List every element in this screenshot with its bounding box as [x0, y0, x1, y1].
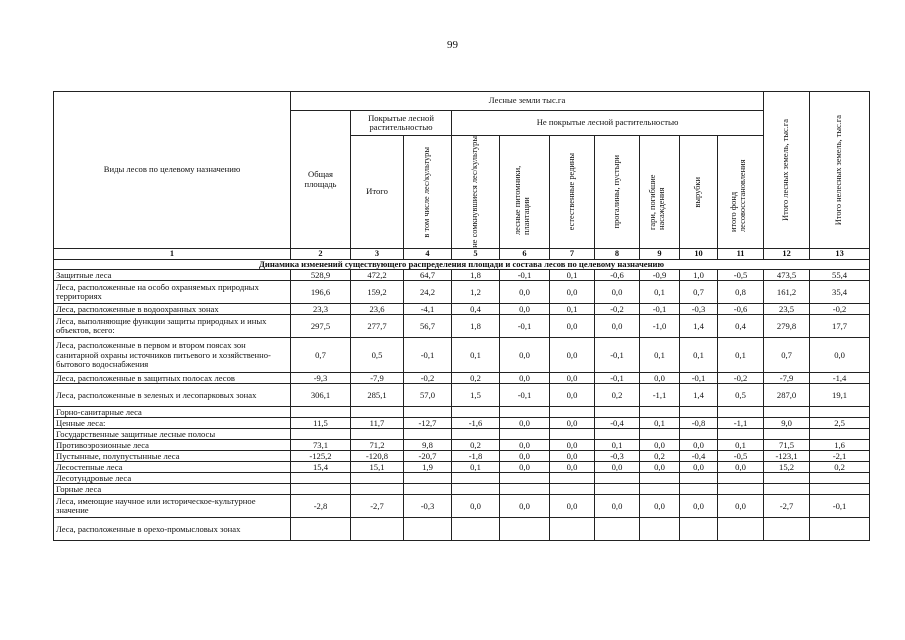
- table-cell: [452, 473, 500, 484]
- table-cell: 0,0: [550, 281, 595, 304]
- table-cell: -0,5: [718, 451, 764, 462]
- table-cell: -0,9: [640, 270, 680, 281]
- total-nonforest-lands-label: Итого нелесных земель, тыс.га: [834, 114, 844, 226]
- table-row: [54, 418, 870, 429]
- column-number-1: 1: [54, 249, 291, 260]
- table-cell: -0,3: [595, 451, 640, 462]
- table-cell: -1,8: [452, 451, 500, 462]
- table-cell: [810, 518, 870, 541]
- table-row: [54, 495, 870, 518]
- unclosed-plantations-label: не сомкнувшиеся лес/культуры: [470, 136, 480, 248]
- table-cell: 528,9: [291, 270, 351, 281]
- table-cell: [351, 518, 404, 541]
- table-cell: 0,1: [640, 418, 680, 429]
- table-cell: 0,2: [452, 440, 500, 451]
- table-cell: 0,0: [500, 451, 550, 462]
- table-cell: [595, 518, 640, 541]
- table-cell: 0,0: [595, 281, 640, 304]
- table-cell: 23,6: [351, 304, 404, 315]
- table-cell: [640, 484, 680, 495]
- table-cell: 306,1: [291, 384, 351, 407]
- table-cell: [291, 473, 351, 484]
- table-cell: 1,9: [404, 462, 452, 473]
- table-cell: -0,1: [595, 373, 640, 384]
- table-cell: [452, 407, 500, 418]
- table-cell: -20,7: [404, 451, 452, 462]
- table-cell: [764, 429, 810, 440]
- table-row: [54, 484, 870, 495]
- table-cell: 0,4: [718, 315, 764, 338]
- row-label: Лесостепные леса: [54, 462, 291, 473]
- column-number-13: 13: [810, 249, 870, 260]
- table-cell: 1,5: [452, 384, 500, 407]
- table-row: [54, 429, 870, 440]
- table-cell: -0,1: [680, 373, 718, 384]
- table-cell: [680, 473, 718, 484]
- table-cell: -0,4: [680, 451, 718, 462]
- table-cell: 0,1: [718, 338, 764, 373]
- table-cell: -12,7: [404, 418, 452, 429]
- burnt-areas-label: гари, погибшие насаждения: [647, 173, 666, 230]
- table-cell: -0,2: [718, 373, 764, 384]
- row-label: Леса, расположенные в защитных полосах лесов: [54, 373, 291, 384]
- table-cell: 0,0: [550, 495, 595, 518]
- total-forest-lands-header: [764, 92, 810, 249]
- table-cell: 35,4: [810, 281, 870, 304]
- table-cell: 0,1: [640, 281, 680, 304]
- column-number-7: 7: [550, 249, 595, 260]
- table-cell: -0,1: [404, 338, 452, 373]
- table-row: [54, 373, 870, 384]
- table-cell: [680, 518, 718, 541]
- table-cell: 0,0: [500, 338, 550, 373]
- table-cell: 0,0: [550, 440, 595, 451]
- table-cell: [595, 429, 640, 440]
- table-cell: [404, 407, 452, 418]
- table-cell: -120,8: [351, 451, 404, 462]
- table-cell: 0,0: [500, 462, 550, 473]
- table-cell: 0,1: [718, 440, 764, 451]
- table-cell: 0,7: [680, 281, 718, 304]
- table-cell: 15,2: [764, 462, 810, 473]
- table-cell: -0,3: [680, 304, 718, 315]
- table-cell: -7,9: [351, 373, 404, 384]
- table-cell: [452, 484, 500, 495]
- table-cell: 0,2: [452, 373, 500, 384]
- column-number-6: 6: [500, 249, 550, 260]
- row-label: Ценные леса:: [54, 418, 291, 429]
- row-label: Пустынные, полупустынные леса: [54, 451, 291, 462]
- table-cell: 0,0: [680, 495, 718, 518]
- table-cell: 0,0: [640, 495, 680, 518]
- table-cell: [500, 429, 550, 440]
- row-label: Противоэрозионные леса: [54, 440, 291, 451]
- unclosed-plantations-header: [452, 136, 500, 249]
- table-cell: 297,5: [291, 315, 351, 338]
- table-cell: 71,5: [764, 440, 810, 451]
- table-cell: 0,0: [500, 281, 550, 304]
- page-number: 99: [447, 39, 458, 51]
- table-row: [54, 304, 870, 315]
- table-cell: [550, 407, 595, 418]
- total-forest-lands-label: Итого лесных земель, тыс.га: [781, 119, 791, 221]
- column-number-12: 12: [764, 249, 810, 260]
- table-cell: [764, 518, 810, 541]
- table-cell: [351, 484, 404, 495]
- table-cell: 0,7: [291, 338, 351, 373]
- table-cell: [764, 484, 810, 495]
- column-number-8: 8: [595, 249, 640, 260]
- table-row: [54, 518, 870, 541]
- table-cell: [550, 518, 595, 541]
- table-cell: [500, 484, 550, 495]
- table-cell: [810, 407, 870, 418]
- table-cell: [404, 518, 452, 541]
- table-row: [54, 407, 870, 418]
- table-cell: [351, 473, 404, 484]
- table-cell: 1,6: [810, 440, 870, 451]
- table-cell: [595, 407, 640, 418]
- table-cell: 0,5: [718, 384, 764, 407]
- row-label: Государственные защитные лесные полосы: [54, 429, 291, 440]
- column-number-3: 3: [351, 249, 404, 260]
- table-cell: -0,1: [500, 384, 550, 407]
- row-label: Леса, расположенные в зеленых и лесопарковых зонах: [54, 384, 291, 407]
- column-number-10: 10: [680, 249, 718, 260]
- glades-header: [595, 136, 640, 249]
- table-cell: 0,0: [718, 462, 764, 473]
- table-cell: 0,0: [500, 373, 550, 384]
- table-cell: 473,5: [764, 270, 810, 281]
- table-cell: 1,8: [452, 315, 500, 338]
- table-cell: 11,7: [351, 418, 404, 429]
- row-label: Горно-санитарные леса: [54, 407, 291, 418]
- row-label-header: Виды лесов по целевому назначению: [54, 92, 291, 249]
- table-row: [54, 462, 870, 473]
- table-cell: 0,8: [718, 281, 764, 304]
- clearings-label: вырубки: [693, 176, 703, 208]
- table-cell: -4,1: [404, 304, 452, 315]
- table-cell: [452, 518, 500, 541]
- table-cell: 1,2: [452, 281, 500, 304]
- total-area-header: Общая площадь: [291, 111, 351, 249]
- table-cell: 0,5: [351, 338, 404, 373]
- table-cell: 0,0: [550, 373, 595, 384]
- table-cell: [640, 518, 680, 541]
- table-cell: -1,1: [718, 418, 764, 429]
- table-cell: 0,0: [500, 440, 550, 451]
- table-cell: 19,1: [810, 384, 870, 407]
- table-cell: [718, 484, 764, 495]
- table-cell: [595, 484, 640, 495]
- table-cell: [404, 429, 452, 440]
- row-label: Горные леса: [54, 484, 291, 495]
- table-cell: 0,0: [452, 495, 500, 518]
- row-label: Леса, расположенные в водоохранных зонах: [54, 304, 291, 315]
- clearings-header: [680, 136, 718, 249]
- table-cell: [680, 407, 718, 418]
- table-cell: 23,3: [291, 304, 351, 315]
- table-cell: 0,0: [595, 495, 640, 518]
- table-cell: [810, 484, 870, 495]
- table-cell: -1,1: [640, 384, 680, 407]
- table-cell: -0,1: [500, 270, 550, 281]
- table-cell: 0,0: [640, 373, 680, 384]
- table-cell: 0,0: [680, 440, 718, 451]
- row-label: Леса, расположенные в первом и втором поясах зон санитарной охраны источников питьевого и хозяйственно-бытового водоснабжения: [54, 338, 291, 373]
- table-cell: [500, 518, 550, 541]
- table-cell: [351, 429, 404, 440]
- table-cell: 64,7: [404, 270, 452, 281]
- table-cell: [291, 484, 351, 495]
- table-cell: 0,0: [550, 451, 595, 462]
- table-cell: 0,0: [550, 418, 595, 429]
- section-title: Динамика изменений существующего распределения площади и состава лесов по целевому назначению: [54, 260, 870, 270]
- row-label: Леса, расположенные в орехо-промысловых зонах: [54, 518, 291, 541]
- table-cell: 0,2: [640, 451, 680, 462]
- sparse-forests-header: [550, 136, 595, 249]
- table-cell: -125,2: [291, 451, 351, 462]
- table-cell: 287,0: [764, 384, 810, 407]
- incl-plantations-label: в том числе лес/культуры: [422, 146, 432, 238]
- covered-header: Покрытые лесной растительностью: [351, 111, 452, 136]
- table-cell: 0,1: [550, 304, 595, 315]
- table-cell: 277,7: [351, 315, 404, 338]
- table-cell: [291, 429, 351, 440]
- table-cell: 56,7: [404, 315, 452, 338]
- table-cell: 15,4: [291, 462, 351, 473]
- column-number-5: 5: [452, 249, 500, 260]
- reforestation-fund-header: [718, 136, 764, 249]
- table-cell: 285,1: [351, 384, 404, 407]
- section-title-row: [54, 260, 870, 270]
- table-cell: 17,7: [810, 315, 870, 338]
- table-cell: [550, 484, 595, 495]
- table-cell: 71,2: [351, 440, 404, 451]
- table-cell: -2,8: [291, 495, 351, 518]
- table-cell: [640, 473, 680, 484]
- table-cell: 11,5: [291, 418, 351, 429]
- not-covered-header: Не покрытые лесной растительностью: [452, 111, 764, 136]
- table-cell: -0,2: [404, 373, 452, 384]
- table-cell: -0,6: [718, 304, 764, 315]
- table-cell: 2,5: [810, 418, 870, 429]
- table-cell: [810, 429, 870, 440]
- row-label: Леса, имеющие научное или историческое-культурное значение: [54, 495, 291, 518]
- table-cell: 0,0: [718, 495, 764, 518]
- table-cell: [452, 429, 500, 440]
- table-row: [54, 281, 870, 304]
- table-row: [54, 384, 870, 407]
- table-cell: 0,0: [550, 384, 595, 407]
- table-cell: [500, 407, 550, 418]
- table-cell: -0,2: [810, 304, 870, 315]
- table-cell: -0,1: [595, 338, 640, 373]
- table-cell: 0,0: [500, 304, 550, 315]
- table-cell: -9,3: [291, 373, 351, 384]
- table-cell: 0,1: [640, 338, 680, 373]
- table-cell: [680, 484, 718, 495]
- glades-label: прогалины, пустыри: [611, 155, 621, 229]
- table-cell: 159,2: [351, 281, 404, 304]
- table-cell: 0,1: [680, 338, 718, 373]
- table-cell: 23,5: [764, 304, 810, 315]
- table-cell: -0,8: [680, 418, 718, 429]
- total-nonforest-lands-header: [810, 92, 870, 249]
- table-cell: 0,0: [500, 495, 550, 518]
- table-cell: 0,0: [595, 462, 640, 473]
- table-cell: 0,0: [640, 462, 680, 473]
- table-cell: 0,0: [550, 315, 595, 338]
- table-cell: 0,0: [595, 315, 640, 338]
- table-cell: -0,4: [595, 418, 640, 429]
- forest-lands-header: Лесные земли тыс.га: [291, 92, 764, 111]
- table-cell: -0,1: [640, 304, 680, 315]
- table-cell: 0,2: [595, 384, 640, 407]
- table-cell: [550, 429, 595, 440]
- table-cell: [291, 518, 351, 541]
- table-cell: 15,1: [351, 462, 404, 473]
- table-cell: 55,4: [810, 270, 870, 281]
- table-row: [54, 451, 870, 462]
- covered-total-header: Итого: [351, 136, 404, 249]
- table-row: [54, 315, 870, 338]
- table-cell: [640, 407, 680, 418]
- table-cell: 0,0: [550, 338, 595, 373]
- table-row: [54, 338, 870, 373]
- burnt-areas-header: [640, 136, 680, 249]
- nurseries-header: [500, 136, 550, 249]
- table-cell: [404, 484, 452, 495]
- table-cell: 0,0: [550, 462, 595, 473]
- row-label: Лесотундровые леса: [54, 473, 291, 484]
- column-number-4: 4: [404, 249, 452, 260]
- table-cell: [404, 473, 452, 484]
- forest-distribution-table: [53, 91, 870, 541]
- table-cell: 0,0: [810, 338, 870, 373]
- sparse-forests-label: естественные редины: [566, 153, 576, 231]
- column-number-row: [54, 249, 870, 260]
- table-cell: [595, 473, 640, 484]
- table-cell: -0,5: [718, 270, 764, 281]
- table-cell: [764, 407, 810, 418]
- table-cell: 57,0: [404, 384, 452, 407]
- row-label: Леса, выполняющие функции защиты природных и иных объектов, всего:: [54, 315, 291, 338]
- reforestation-fund-label: итого фонд лесовосстановления: [728, 159, 747, 232]
- table-cell: 0,2: [810, 462, 870, 473]
- row-label: Защитные леса: [54, 270, 291, 281]
- table-cell: [718, 429, 764, 440]
- table-cell: -0,3: [404, 495, 452, 518]
- table-row: [54, 473, 870, 484]
- table-cell: 9,8: [404, 440, 452, 451]
- table-cell: 472,2: [351, 270, 404, 281]
- table-cell: [810, 473, 870, 484]
- table-cell: 0,7: [764, 338, 810, 373]
- table-cell: -7,9: [764, 373, 810, 384]
- table-cell: 1,0: [680, 270, 718, 281]
- table-cell: -0,1: [500, 315, 550, 338]
- column-number-9: 9: [640, 249, 680, 260]
- table-cell: 1,4: [680, 384, 718, 407]
- table-cell: -0,6: [595, 270, 640, 281]
- table-cell: 1,4: [680, 315, 718, 338]
- table-cell: 0,1: [595, 440, 640, 451]
- table-cell: 196,6: [291, 281, 351, 304]
- table-cell: -123,1: [764, 451, 810, 462]
- table-cell: 9,0: [764, 418, 810, 429]
- table-cell: 0,0: [500, 418, 550, 429]
- table-cell: 0,4: [452, 304, 500, 315]
- table-cell: -2,7: [764, 495, 810, 518]
- table-cell: [718, 473, 764, 484]
- table-cell: 279,8: [764, 315, 810, 338]
- table-cell: 161,2: [764, 281, 810, 304]
- table-cell: -1,6: [452, 418, 500, 429]
- table-cell: -1,4: [810, 373, 870, 384]
- table-cell: [680, 429, 718, 440]
- table-cell: -2,7: [351, 495, 404, 518]
- table-cell: 1,8: [452, 270, 500, 281]
- table-cell: 0,1: [452, 462, 500, 473]
- table-cell: 73,1: [291, 440, 351, 451]
- table-cell: -2,1: [810, 451, 870, 462]
- table-cell: [500, 473, 550, 484]
- column-number-11: 11: [718, 249, 764, 260]
- column-number-2: 2: [291, 249, 351, 260]
- table-cell: [640, 429, 680, 440]
- table-cell: -0,2: [595, 304, 640, 315]
- table-cell: [351, 407, 404, 418]
- incl-plantations-header: [404, 136, 452, 249]
- table-cell: [764, 473, 810, 484]
- nurseries-label: лесные питомники, плантации: [512, 165, 531, 235]
- table-cell: [718, 518, 764, 541]
- table-cell: 24,2: [404, 281, 452, 304]
- row-label: Леса, расположенные на особо охраняемых природных территориях: [54, 281, 291, 304]
- table-cell: -0,1: [810, 495, 870, 518]
- table-cell: -1,0: [640, 315, 680, 338]
- table-cell: 0,0: [640, 440, 680, 451]
- table-row: [54, 270, 870, 281]
- table-cell: [718, 407, 764, 418]
- table-cell: [550, 473, 595, 484]
- table-cell: [291, 407, 351, 418]
- table-cell: 0,0: [680, 462, 718, 473]
- table-cell: 0,1: [452, 338, 500, 373]
- table-row: [54, 440, 870, 451]
- table-cell: 0,1: [550, 270, 595, 281]
